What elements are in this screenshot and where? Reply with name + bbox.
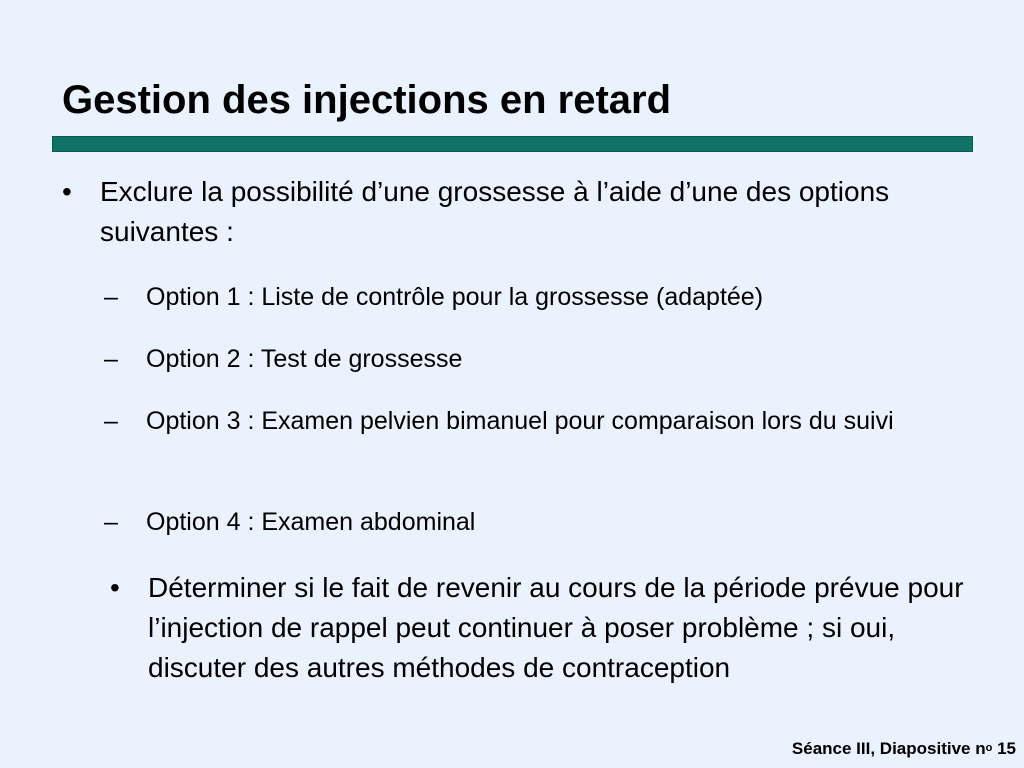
sub-bullet-item xyxy=(104,278,924,316)
sub-bullet-item xyxy=(104,503,924,541)
bullet-item xyxy=(62,172,962,252)
dash-marker: – xyxy=(104,283,118,311)
sub-bullet-text: Option 4 : Examen abdominal xyxy=(146,508,476,536)
sub-bullet-item xyxy=(104,340,924,378)
footer-superscript: o xyxy=(985,742,993,754)
bullet-marker: • xyxy=(62,176,72,207)
slide-title: Gestion des injections en retard xyxy=(62,78,672,122)
dash-marker: – xyxy=(104,345,118,373)
slide-footer xyxy=(792,738,1016,760)
sub-bullet-text: Option 3 : Examen pelvien bimanuel pour comparaison lors du suivi xyxy=(146,407,894,435)
bullet-text: Déterminer si le fait de revenir au cours de la période prévue pour l’injection de rappel peut continuer à poser problème ; si oui, discuter des autres méthodes de contraception xyxy=(148,572,964,683)
bullet-item xyxy=(110,568,970,688)
dash-marker: – xyxy=(104,508,118,536)
sub-bullet-text: Option 1 : Liste de contrôle pour la grossesse (adaptée) xyxy=(146,283,764,311)
bullet-marker: • xyxy=(110,572,120,603)
footer-label: Séance III, Diapositive n xyxy=(791,739,986,758)
slide-number: 15 xyxy=(997,739,1016,758)
sub-bullet-text: Option 2 : Test de grossesse xyxy=(146,345,463,373)
sub-bullet-item xyxy=(104,402,924,440)
bullet-text: Exclure la possibilité d’une grossesse à l’aide d’une des options suivantes : xyxy=(100,176,890,247)
dash-marker: – xyxy=(104,407,118,435)
title-divider-bar xyxy=(52,136,973,152)
